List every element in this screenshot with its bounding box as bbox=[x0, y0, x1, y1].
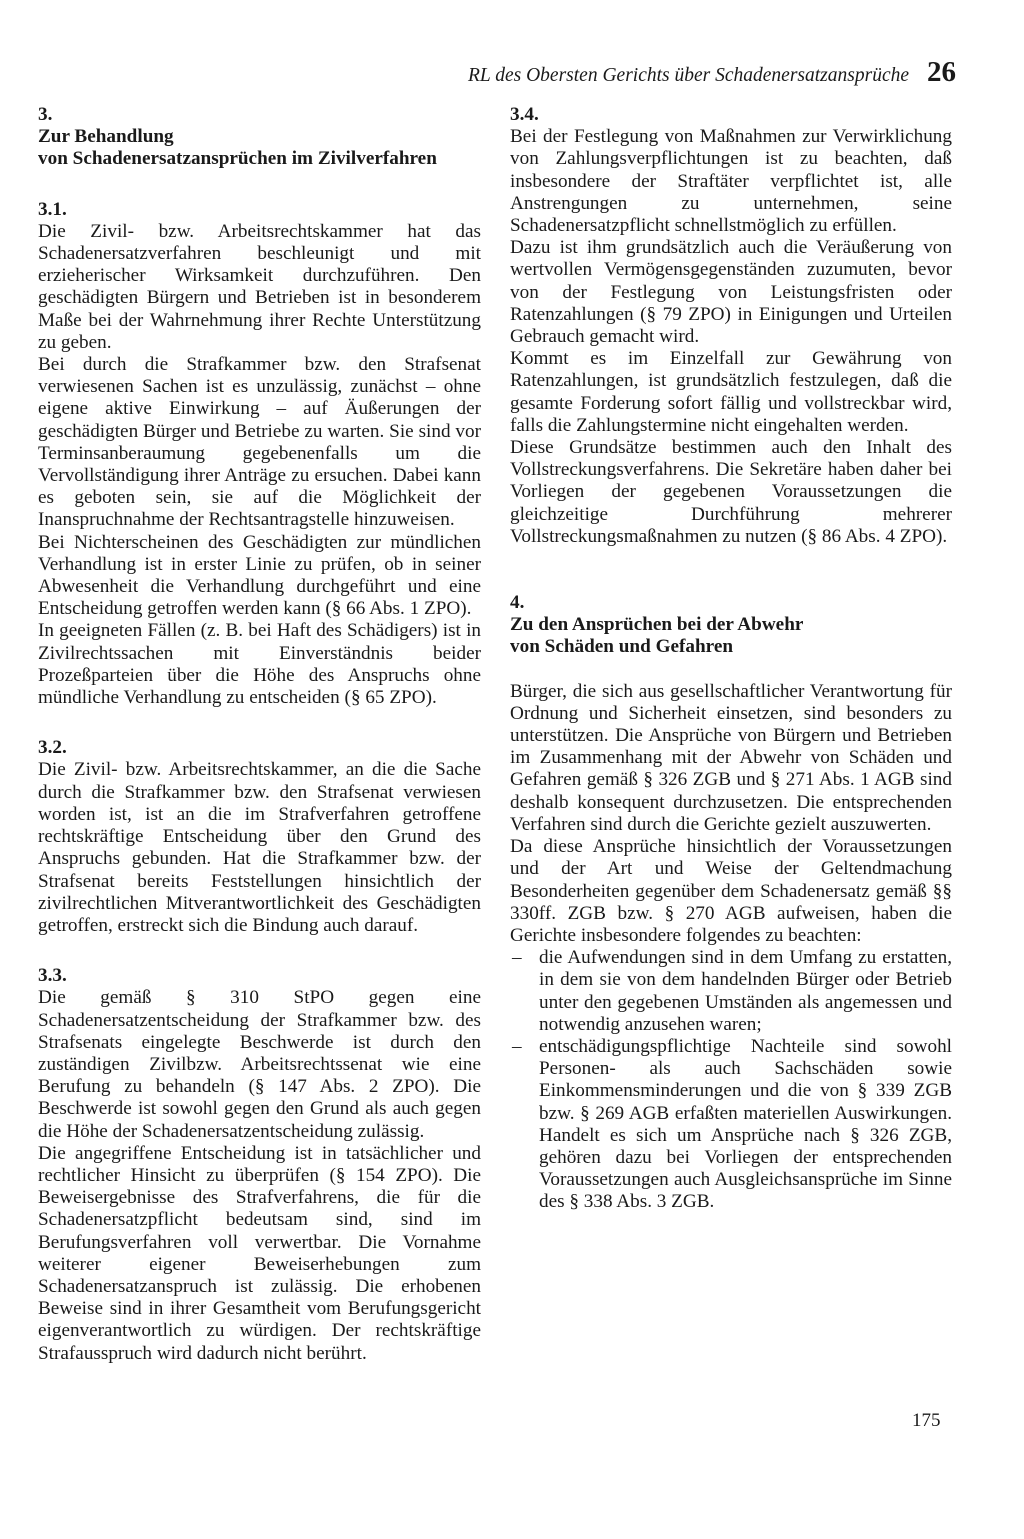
list-item bbox=[510, 947, 952, 1036]
running-title: RL des Obersten Gerichts über Schadenersatzansprüche bbox=[467, 65, 909, 86]
section-number: 4. bbox=[510, 592, 525, 614]
section-3 bbox=[38, 104, 481, 171]
paragraph: Die Zivil- bzw. Arbeitsrechtskammer hat das Schadenersatzverfahren beschleunigt und mit erzieherischer Wirksamkeit durchzuführen. Den geschädigten Bürgern und Betrieben ist in besonderem Maße bei der Wahrnehmung ihrer Rechte Unterstützung zu geben. bbox=[38, 220, 481, 353]
section-4 bbox=[510, 592, 952, 1213]
section-heading-line: Zu den Ansprüchen bei der Abwehr bbox=[510, 614, 804, 636]
paragraph: Die gemäß § 310 StPO gegen eine Schadenersatzentscheidung der Strafkammer bzw. des Strafsenats eingelegte Beschwerde ist durch den zuständigen Zivilbzw. Arbeitsrechtssenat wie eine Berufung zu behandeln (§ 147 Abs. 2 ZPO). Die Beschwerde ist sowohl gegen den Grund als auch gegen die Höhe der Schadenersatzentscheidung zulässig. bbox=[38, 987, 481, 1142]
dash-list bbox=[510, 947, 952, 1213]
spacer bbox=[38, 709, 481, 737]
paragraph: Bei der Festlegung von Maßnahmen zur Verwirklichung von Zahlungsverpflichtungen ist zu beachten, daß insbesondere der Straftäter verpflichtet ist, alle Anstrengungen zu unternehmen, seine Schadenersatzpflicht schnellstmöglich zu erfüllen. bbox=[510, 126, 952, 237]
section-3-4 bbox=[510, 104, 952, 548]
section-3-2 bbox=[38, 737, 481, 937]
paragraph: Diese Grundsätze bestimmen auch den Inhalt des Vollstreckungsverfahrens. Die Sekretäre haben daher bei Vorliegen der gegebenen Voraussetzungen die gleichzeitige Durchführung mehrerer Vollstreckungsmaßnahmen zu nutzen (§ 86 Abs. 4 ZPO). bbox=[510, 437, 952, 547]
dash-bullet: – bbox=[512, 1035, 522, 1057]
list-item-text: entschädigungspflichtige Nachteile sind sowohl Personen- als auch Sachschäden sowie Einkommensminderungen und die von § 339 ZGB bzw. § 269 AGB erfaßten materiellen Auswirkungen. Handelt es sich um Ansprüche nach § 326 ZGB, gehören dazu bei Vorliegen der entsprechenden Voraussetzungen auch Ausgleichsansprüche im Sinne des § 338 Abs. 3 ZGB. bbox=[539, 1035, 952, 1213]
spacer bbox=[38, 937, 481, 965]
spacer bbox=[510, 548, 952, 592]
paragraph: Kommt es im Einzelfall zur Gewährung von Ratenzahlungen, ist grundsätzlich festzulegen, daß die gesamte Forderung sofort fällig und vollstreckbar wird, falls die Zahlungstermine nicht eingehalten werden. bbox=[510, 348, 952, 436]
section-number: 3.1. bbox=[38, 198, 67, 220]
section-heading-line: von Schäden und Gefahren bbox=[510, 636, 734, 658]
paragraph: Die angegriffene Entscheidung ist in tatsächlicher und rechtlicher Hinsicht zu überprüfen (§ 154 ZPO). Die Beweisergebnisse des Strafverfahrens, die für die Schadenersatzpflicht bedeutsam sind, sind im Berufungsverfahren voll verwertbar. Die Vornahme weiterer eigener Beweiserhebungen zum Schadenersatzanspruch ist zulässig. Die erhobenen Beweise sind in ihrer Gesamtheit vom Berufungsgericht eigenverantwortlich zu würdigen. Der rechtskräftige Strafausspruch wird dadurch nicht berührt. bbox=[38, 1142, 481, 1364]
dash-bullet: – bbox=[512, 947, 522, 969]
section-number: 3.2. bbox=[38, 737, 67, 759]
spacer bbox=[510, 659, 952, 681]
paragraph: Bürger, die sich aus gesellschaftlicher Verantwortung für Ordnung und Sicherheit einsetzen, sind besonders zu unterstützen. Die Ansprüche von Bürgern und Betrieben im Zusammenhang mit der Abwehr von Schäden und Gefahren gemäß § 326 ZGB und § 271 Abs. 1 AGB sind deshalb konsequent durchzusetzen. Die entsprechenden Verfahren sind durch die Gerichte gezielt auszuwerten. bbox=[510, 680, 952, 835]
paragraph: In geeigneten Fällen (z. B. bei Haft des Schädigers) ist in Zivilrechtssachen mit Einverständnis beider Prozeßparteien über die Höhe des Anspruchs ohne mündliche Verhandlung zu entscheiden (§ 65 ZPO). bbox=[38, 620, 481, 709]
paragraph: Bei durch die Strafkammer bzw. den Strafsenat verwiesenen Sachen ist es unzulässig, zunächst – ohne eigene aktive Einwirkung – auf Äußerungen der geschädigten Bürger und Betriebe zu warten. Sie sind vor Terminsanberaumung gegebenenfalls um die Vervollständigung ihrer Anträge zu ersuchen. Dabei kann es geboten sein, sie auf die Möglichkeit der Inanspruchnahme der Rechtsantragstelle hinzuweisen. bbox=[38, 354, 481, 531]
section-number: 3. bbox=[38, 104, 53, 125]
chapter-number: 26 bbox=[927, 56, 956, 88]
section-heading-line: von Schadenersatzansprüchen im Zivilverfahren bbox=[38, 148, 437, 170]
list-item-text: die Aufwendungen sind in dem Umfang zu erstatten, in dem sie von dem handelnden Bürger oder Betrieb unter den gegebenen Umständen als angemessen und notwendig anzusehen waren; bbox=[539, 947, 952, 1035]
section-3-1 bbox=[38, 199, 481, 710]
section-3-3 bbox=[38, 965, 481, 1365]
paragraph: Dazu ist ihm grundsätzlich auch die Veräußerung von wertvollen Vermögensgegenständen zuzumuten, bevor von der Festlegung von Leistungsfristen oder Ratenzahlungen (§ 79 ZPO) in Einigungen und Urteilen Gebrauch gemacht wird. bbox=[510, 237, 952, 348]
section-heading-line: Zur Behandlung bbox=[38, 126, 174, 148]
paragraph: Die Zivil- bzw. Arbeitsrechtskammer, an die die Sache durch die Strafkammer bzw. den Strafsenat verwiesen worden ist, ist an die im Strafverfahren getroffene rechtskräftige Entscheidung über den Grund des Anspruchs gebunden. Hat die Strafkammer bzw. der Strafsenat bereits Feststellungen hinsichtlich der zivilrechtlichen Mitverantwortlichkeit des Geschädigten getroffen, erstreckt sich die Bindung auch darauf. bbox=[38, 759, 481, 936]
list-item bbox=[510, 1036, 952, 1214]
section-number: 3.4. bbox=[510, 104, 539, 125]
section-number: 3.3. bbox=[38, 965, 67, 987]
running-head bbox=[468, 58, 956, 87]
spacer bbox=[38, 171, 481, 199]
page-number: 175 bbox=[912, 1410, 941, 1431]
left-column bbox=[38, 104, 481, 1365]
paragraph: Bei Nichterscheinen des Geschädigten zur mündlichen Verhandlung ist in erster Linie zu prüfen, ob in seiner Abwesenheit die Verhandlung durchgeführt und eine Entscheidung getroffen werden kann (§ 66 Abs. 1 ZPO). bbox=[38, 531, 481, 620]
paragraph: Da diese Ansprüche hinsichtlich der Voraussetzungen und der Art und Weise der Geltendmachung Besonderheiten gegenüber dem Schadenersatz gemäß §§ 330ff. ZGB bzw. § 270 AGB aufweisen, haben die Gerichte insbesondere folgendes zu beachten: bbox=[510, 836, 952, 946]
right-column bbox=[510, 104, 952, 1214]
